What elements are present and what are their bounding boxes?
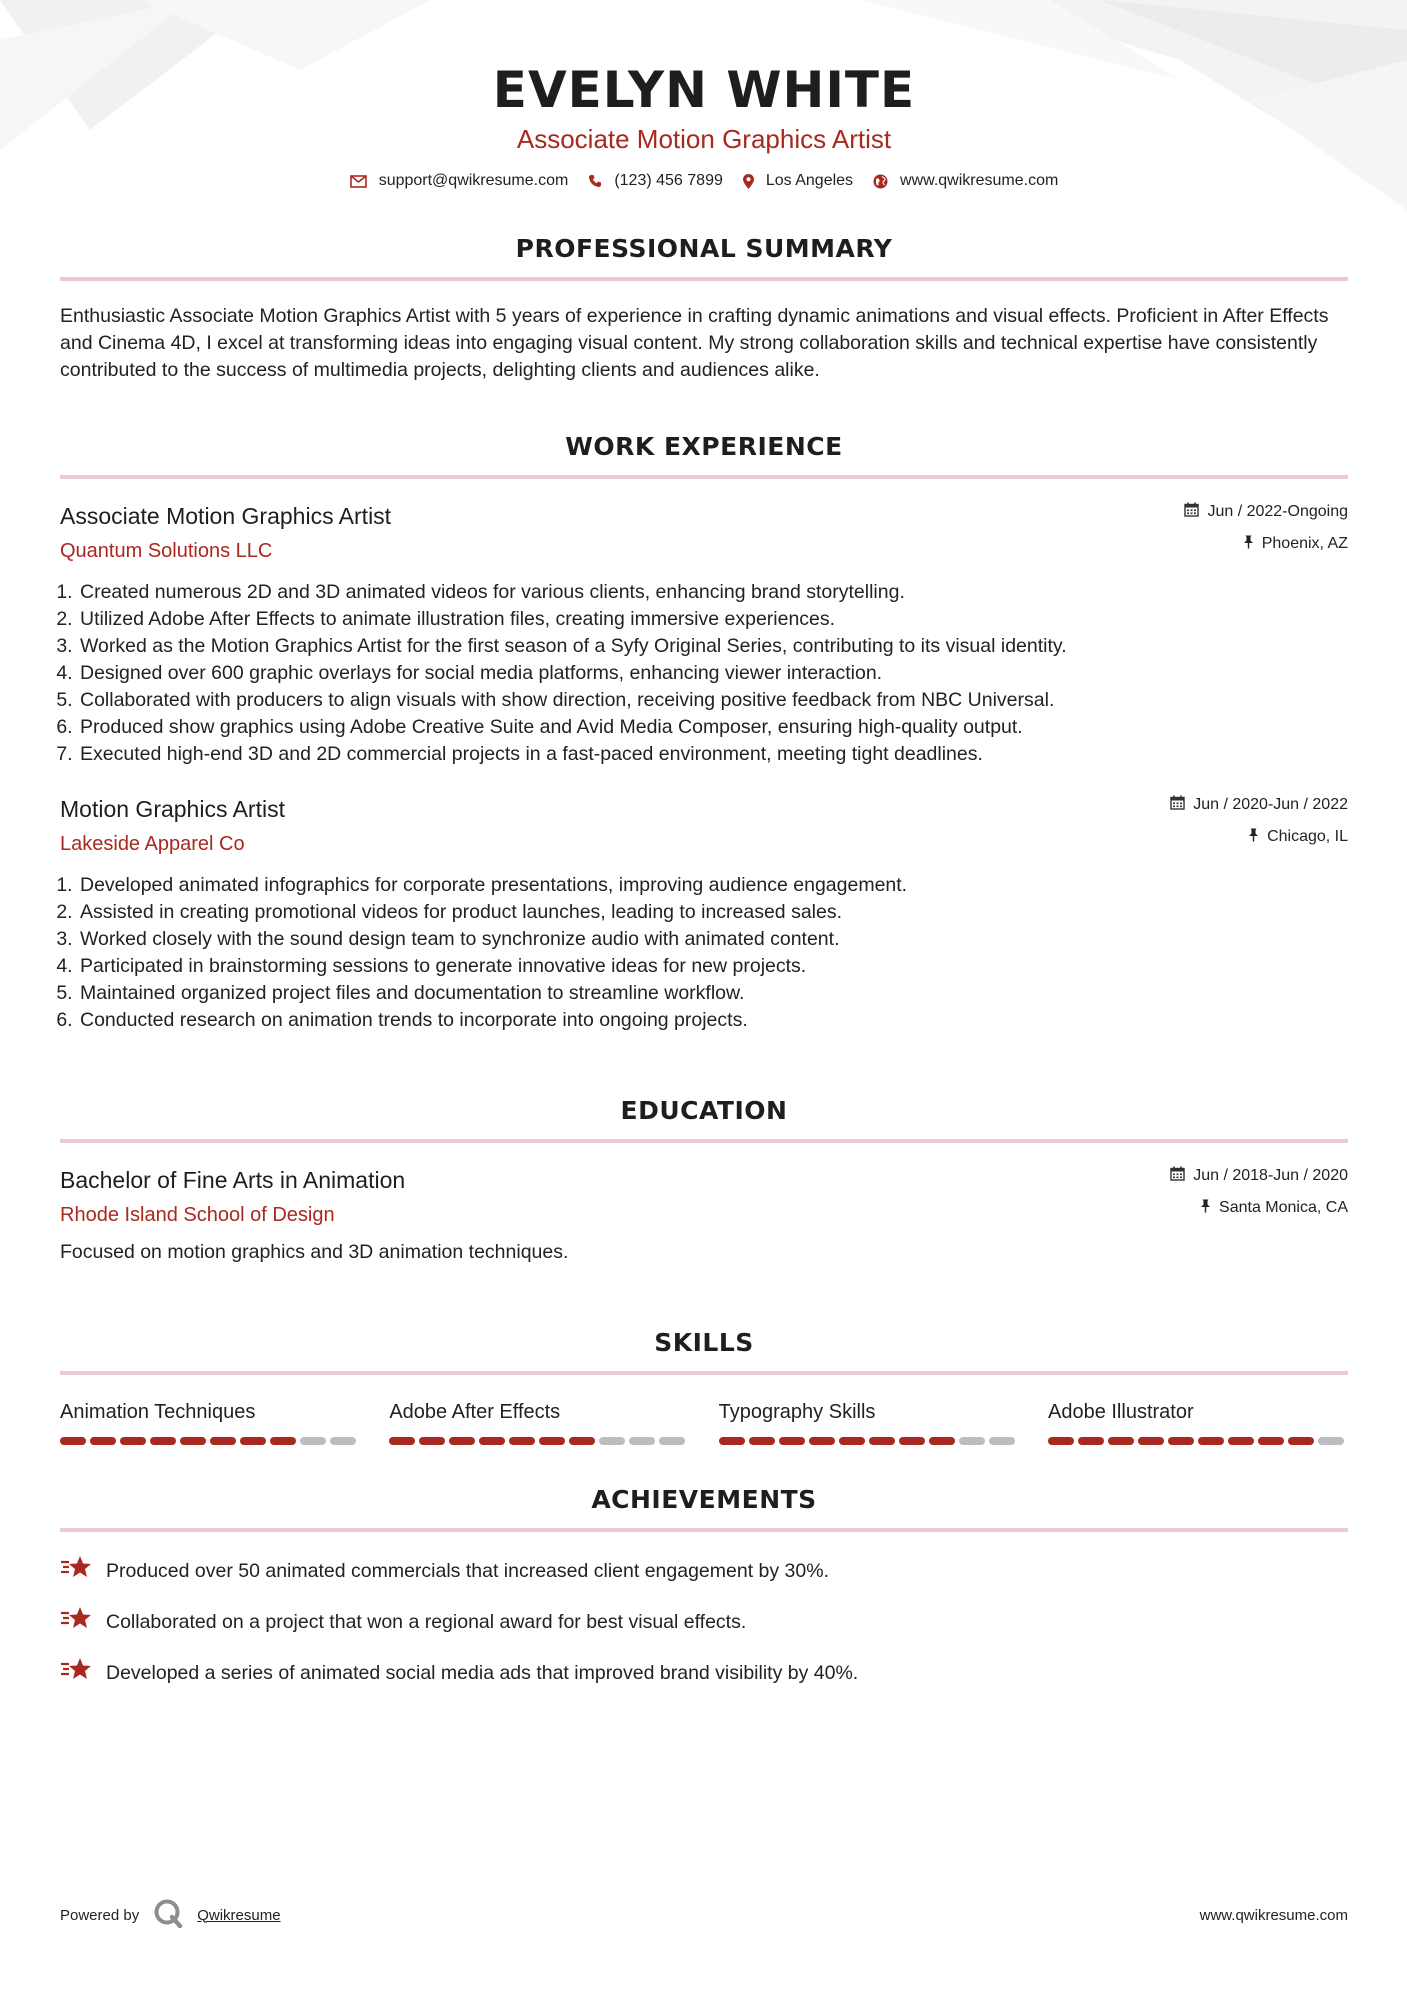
skill-rating [389, 1437, 689, 1445]
job-entry [60, 501, 1348, 768]
skill-level-dot [1288, 1437, 1314, 1445]
section-divider [60, 1139, 1348, 1143]
skill-name: Adobe Illustrator [1047, 1401, 1194, 1423]
education-dates: Jun / 2018-Jun / 2020 [1193, 1167, 1348, 1184]
achievement-item [60, 1554, 1348, 1588]
calendar-icon [1170, 795, 1185, 815]
skill-level-dot [509, 1437, 535, 1445]
section-divider [60, 1371, 1348, 1375]
resume-header [60, 0, 1348, 190]
job-bullet: 1. Developed animated infographics for corporate presentations, improving audience engagement. [78, 872, 1348, 899]
skill-level-dot [1228, 1437, 1254, 1445]
skill-level-dot [749, 1437, 775, 1445]
qwikresume-logo-icon [153, 1898, 183, 1932]
skill-item [389, 1399, 689, 1445]
star-achievement-icon [60, 1554, 92, 1588]
skill-level-dot [929, 1437, 955, 1445]
job-role: Motion Graphics Artist [60, 796, 285, 822]
qwikresume-link[interactable]: Qwikresume [197, 1906, 281, 1924]
achievement-text: Collaborated on a project that won a regional award for best visual effects. [106, 1610, 747, 1633]
candidate-title: Associate Motion Graphics Artist [516, 124, 892, 154]
phone-text: (123) 456 7899 [614, 172, 723, 189]
skill-rating [1048, 1437, 1348, 1445]
skills-grid [60, 1399, 1348, 1445]
summary-heading: PROFESSIONAL SUMMARY [515, 234, 893, 263]
skill-level-dot [60, 1437, 86, 1445]
achievement-item [60, 1656, 1348, 1690]
skill-level-dot [1168, 1437, 1194, 1445]
calendar-icon [1170, 1166, 1185, 1186]
contact-website[interactable] [873, 172, 1058, 190]
skill-rating [719, 1437, 1019, 1445]
skill-level-dot [300, 1437, 326, 1445]
skill-level-dot [779, 1437, 805, 1445]
job-bullet: 2. Assisted in creating promotional videos for product launches, leading to increased sales. [78, 899, 1348, 926]
resume-page [60, 0, 1348, 1690]
skill-level-dot [539, 1437, 565, 1445]
skill-level-dot [210, 1437, 236, 1445]
skill-level-dot [599, 1437, 625, 1445]
skill-item [719, 1399, 1019, 1445]
skill-level-dot [1258, 1437, 1284, 1445]
skill-level-dot [809, 1437, 835, 1445]
summary-section [60, 234, 1348, 384]
job-location: Phoenix, AZ [1261, 535, 1348, 552]
skill-level-dot [1108, 1437, 1134, 1445]
job-dates: Jun / 2020-Jun / 2022 [1193, 796, 1348, 813]
pushpin-icon [1243, 535, 1254, 554]
phone-icon [588, 174, 602, 188]
skill-level-dot [869, 1437, 895, 1445]
skill-level-dot [569, 1437, 595, 1445]
job-bullet: 1. Created numerous 2D and 3D animated videos for various clients, enhancing brand storytelling. [78, 579, 1348, 606]
skill-level-dot [959, 1437, 985, 1445]
skill-name: Typography Skills [718, 1401, 876, 1423]
skill-item [60, 1399, 360, 1445]
footer-website-link[interactable]: www.qwikresume.com [1199, 1906, 1348, 1924]
job-bullet: 5. Collaborated with producers to align visuals with show direction, receiving positive feedback from NBC Universal. [78, 687, 1348, 714]
job-bullet: 4. Designed over 600 graphic overlays for social media platforms, enhancing viewer interaction. [78, 660, 1348, 687]
contact-location [743, 172, 853, 190]
education-entry [60, 1165, 1348, 1266]
experience-section [60, 432, 1348, 1034]
skill-level-dot [1048, 1437, 1074, 1445]
skill-rating [60, 1437, 360, 1445]
job-company: Quantum Solutions LLC [60, 540, 273, 562]
skill-item [1048, 1399, 1348, 1445]
powered-by-label: Powered by [60, 1906, 140, 1924]
skill-level-dot [419, 1437, 445, 1445]
section-divider [60, 475, 1348, 479]
contact-email[interactable] [350, 172, 569, 190]
skill-level-dot [270, 1437, 296, 1445]
calendar-icon [1184, 502, 1199, 522]
skill-level-dot [1198, 1437, 1224, 1445]
skill-level-dot [150, 1437, 176, 1445]
skill-level-dot [449, 1437, 475, 1445]
pushpin-icon [1248, 828, 1259, 847]
skill-level-dot [330, 1437, 356, 1445]
job-entry [60, 794, 1348, 1034]
section-divider [60, 277, 1348, 281]
education-degree: Bachelor of Fine Arts in Animation [60, 1167, 406, 1193]
achievements-heading: ACHIEVEMENTS [591, 1485, 817, 1514]
skill-level-dot [180, 1437, 206, 1445]
skill-level-dot [479, 1437, 505, 1445]
globe-icon [873, 174, 888, 189]
website-text: www.qwikresume.com [900, 172, 1059, 189]
education-section [60, 1096, 1348, 1266]
skill-level-dot [240, 1437, 266, 1445]
candidate-name: EVELYN WHITE [492, 61, 916, 119]
education-school: Rhode Island School of Design [60, 1204, 335, 1226]
education-description: Focused on motion graphics and 3D animation techniques. [60, 1241, 569, 1263]
page-footer [60, 1898, 1348, 1932]
star-achievement-icon [60, 1656, 92, 1690]
job-location: Chicago, IL [1267, 828, 1348, 845]
job-bullet: 3. Worked closely with the sound design team to synchronize audio with animated content. [78, 926, 1348, 953]
contact-phone[interactable] [588, 172, 723, 190]
job-bullet: 5. Maintained organized project files and documentation to streamline workflow. [78, 980, 1348, 1007]
envelope-icon [350, 175, 367, 188]
skill-level-dot [1318, 1437, 1344, 1445]
skill-level-dot [389, 1437, 415, 1445]
skill-level-dot [989, 1437, 1015, 1445]
job-bullet: 3. Worked as the Motion Graphics Artist for the first season of a Syfy Original Series, contributing to its visual identity. [78, 633, 1348, 660]
job-dates: Jun / 2022-Ongoing [1207, 503, 1348, 520]
job-bullets [60, 579, 1348, 768]
achievements-section [60, 1485, 1348, 1690]
job-bullet: 7. Executed high-end 3D and 2D commercial projects in a fast-paced environment, meeting tight deadlines. [78, 741, 1348, 768]
skill-level-dot [1078, 1437, 1104, 1445]
skill-name: Adobe After Effects [389, 1401, 561, 1423]
skill-level-dot [120, 1437, 146, 1445]
job-bullet: 6. Conducted research on animation trends to incorporate into ongoing projects. [78, 1007, 1348, 1034]
skill-level-dot [90, 1437, 116, 1445]
skill-level-dot [1138, 1437, 1164, 1445]
location-text: Los Angeles [765, 172, 854, 189]
job-bullet: 4. Participated in brainstorming sessions to generate innovative ideas for new projects. [78, 953, 1348, 980]
achievement-text: Produced over 50 animated commercials that increased client engagement by 30%. [106, 1559, 829, 1582]
skill-level-dot [839, 1437, 865, 1445]
skill-name: Animation Techniques [60, 1401, 256, 1423]
achievement-text: Developed a series of animated social media ads that improved brand visibility by 40%. [106, 1661, 859, 1684]
achievement-item [60, 1605, 1348, 1639]
skills-section [60, 1328, 1348, 1445]
pushpin-icon [1200, 1199, 1211, 1218]
map-pin-icon [743, 174, 754, 189]
email-text: support@qwikresume.com [378, 172, 569, 189]
education-heading: EDUCATION [620, 1096, 788, 1125]
education-location: Santa Monica, CA [1219, 1199, 1348, 1216]
contact-bar [60, 172, 1348, 190]
summary-text: Enthusiastic Associate Motion Graphics Artist with 5 years of experience in crafting dynamic animations and visual effects. Proficient in After Effects and Cinema 4D, I excel at transforming ideas into engaging visual content. My strong collaboration skills and technical expertise have consistently contributed to the success of multimedia projects, delighting clients and audiences alike. [60, 305, 1329, 381]
skill-level-dot [899, 1437, 925, 1445]
star-achievement-icon [60, 1605, 92, 1639]
job-role: Associate Motion Graphics Artist [60, 503, 392, 529]
job-bullets [60, 872, 1348, 1034]
job-company: Lakeside Apparel Co [60, 833, 245, 855]
skill-level-dot [659, 1437, 685, 1445]
section-divider [60, 1528, 1348, 1532]
skill-level-dot [629, 1437, 655, 1445]
skill-level-dot [719, 1437, 745, 1445]
job-bullet: 6. Produced show graphics using Adobe Creative Suite and Avid Media Composer, ensuring high-quality output. [78, 714, 1348, 741]
experience-heading: WORK EXPERIENCE [565, 432, 843, 461]
skills-heading: SKILLS [654, 1328, 754, 1357]
job-bullet: 2. Utilized Adobe After Effects to animate illustration files, creating immersive experiences. [78, 606, 1348, 633]
